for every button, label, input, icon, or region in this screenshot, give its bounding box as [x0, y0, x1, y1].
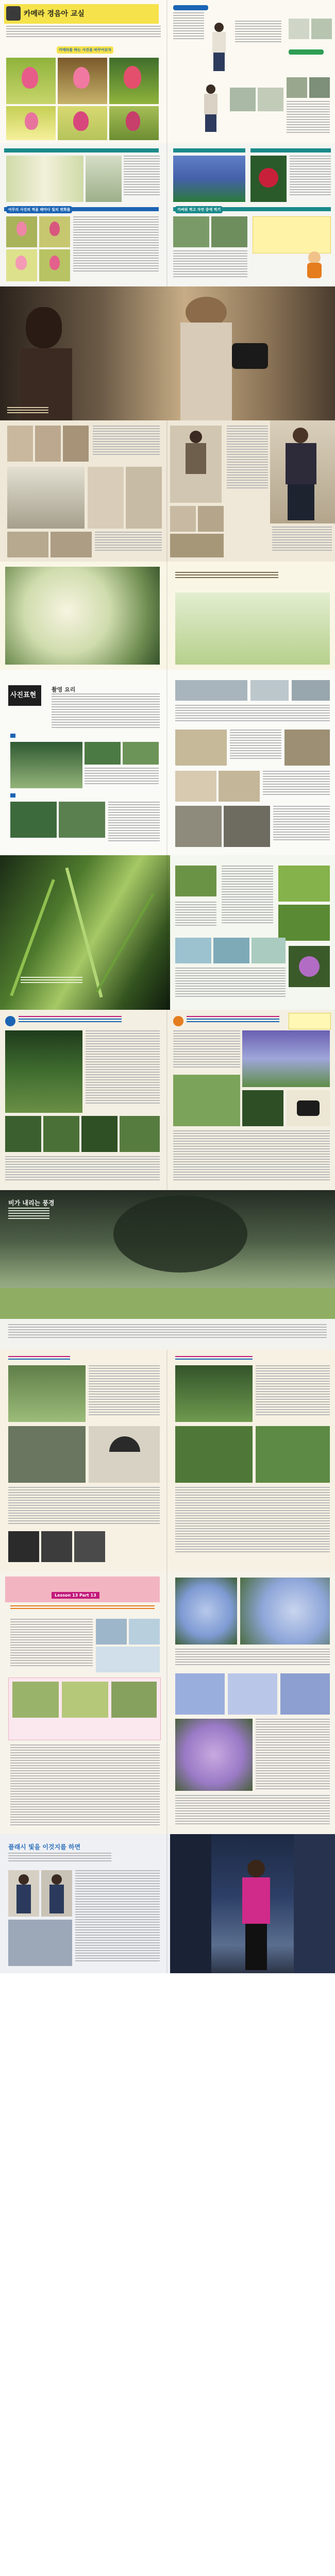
photo-garden-path — [173, 1075, 240, 1126]
gutter — [166, 562, 167, 670]
body-spread9-right — [256, 1365, 330, 1422]
remainder — [0, 1973, 335, 2576]
photo-portrait-small-8 — [170, 506, 196, 532]
photo-street-2 — [224, 806, 270, 847]
body-spread7-right-2 — [173, 1130, 330, 1185]
photo-sample-cam-3 — [96, 1647, 160, 1672]
photo-camera-gear-1 — [8, 1531, 39, 1562]
photo-lavender — [242, 1030, 330, 1087]
intro-text — [24, 18, 153, 23]
photo-woman-flash-2 — [41, 1870, 72, 1917]
gutter — [166, 420, 167, 562]
body-spread10-left-2 — [10, 1744, 160, 1827]
sub-heading: 촬영 요리 — [52, 686, 76, 693]
body-spread7-left — [86, 1030, 160, 1113]
photo-rain-grass — [8, 1365, 86, 1422]
right-body-2 — [235, 21, 281, 46]
photo-sample-5 — [287, 77, 307, 98]
portrait-caption — [7, 407, 48, 417]
photo-rain-landscape — [0, 1190, 335, 1319]
photo-dew-drop — [175, 866, 216, 896]
photo-hydrangea-purple — [175, 1719, 253, 1791]
photo-sample-3 — [230, 88, 256, 111]
photo-garden-1 — [173, 216, 209, 247]
spread-4 — [0, 562, 335, 670]
photo-portrait-small-6 — [7, 532, 48, 557]
photo-forest-2 — [5, 1116, 41, 1152]
heading-spread7-right — [187, 1016, 279, 1026]
photo-window-2 — [250, 680, 289, 701]
photo-leaf-2 — [85, 742, 121, 765]
photo-portrait-small-10 — [170, 534, 224, 557]
body-spread10-right — [175, 1649, 330, 1669]
spread-9 — [0, 1350, 335, 1571]
section-bar-right — [173, 1016, 183, 1026]
body-spread5-right-2 — [230, 730, 281, 766]
body-spread2-right — [290, 156, 331, 202]
chapter-title: 사진표현 — [10, 691, 37, 699]
photo-photographer-crouch — [270, 420, 335, 523]
photo-flower-box-1 — [12, 1682, 59, 1718]
body-spread9-left-2 — [8, 1487, 160, 1528]
photo-leaf-dew — [278, 905, 330, 941]
photo-tulip-2 — [58, 58, 107, 104]
page-title: 카메라 경음아 교실 — [24, 10, 85, 18]
section-bar-left — [5, 1016, 15, 1026]
right-body-1 — [173, 12, 204, 43]
step-badge — [173, 5, 208, 10]
photo-hydrangea-2 — [240, 1578, 330, 1645]
rain-title: 비가 내리는 풍경 — [8, 1199, 55, 1207]
photo-portrait-small-2 — [35, 426, 61, 462]
photo-flower-pink-4 — [39, 249, 70, 281]
photo-sample-6 — [309, 77, 330, 98]
photo-photographer-2 — [196, 81, 227, 133]
photo-tree-branches — [7, 467, 85, 529]
spread-2 — [0, 143, 335, 286]
photo-flower-pink-3 — [6, 249, 37, 281]
mascot-note — [289, 1013, 331, 1029]
body-spread10-right-2 — [256, 1719, 330, 1791]
photo-wet-leaves-2 — [175, 1426, 253, 1483]
photo-rain-street — [8, 1426, 86, 1483]
rain-footer — [8, 1324, 327, 1345]
photo-camera — [287, 1090, 330, 1126]
heading-blue-1 — [10, 734, 113, 738]
section-bar-left — [4, 148, 159, 152]
body-spread7-left-2 — [5, 1156, 160, 1185]
gutter — [166, 1010, 167, 1190]
photo-garden-2 — [211, 216, 247, 247]
photo-flower-box-3 — [111, 1682, 157, 1718]
body-spread3-right — [227, 426, 268, 498]
gutter — [166, 855, 167, 1010]
tip-badge — [289, 49, 324, 55]
body-spread6-right-2 — [175, 902, 216, 933]
body-spread2-left-2 — [73, 216, 159, 281]
photo-forest-1 — [5, 1030, 82, 1113]
photo-portrait-small-9 — [198, 506, 224, 532]
photo-portrait-small-3 — [63, 426, 89, 462]
spread-8 — [0, 1190, 335, 1350]
gutter — [166, 143, 167, 286]
photo-portrait-small-5 — [126, 467, 162, 529]
photo-bamboo-1 — [6, 156, 83, 202]
photo-camera-gear-3 — [74, 1531, 105, 1562]
body-spread5-bottom — [108, 802, 160, 848]
spread-10 — [0, 1571, 335, 1834]
body-spread9-right-2 — [175, 1487, 330, 1559]
photo-leaf-4 — [10, 802, 57, 838]
photo-flower-purple — [289, 946, 330, 987]
photo-spring-blossom — [5, 567, 160, 665]
photo-leaf-green — [278, 866, 330, 902]
flash-title: 플래시 빛을 이것지를 하면 — [8, 1843, 81, 1851]
photo-window-1 — [175, 680, 247, 701]
photo-hydrangea-3 — [175, 1673, 225, 1715]
photo-hydrangea-blue — [175, 1578, 237, 1645]
lesson-heading — [10, 1605, 155, 1616]
photo-water-drop-2 — [213, 938, 249, 963]
photo-leaf-5 — [59, 802, 105, 838]
body-spread3-right-2 — [272, 527, 332, 557]
spread-1 — [0, 0, 335, 143]
body-spread5-right-top — [175, 705, 330, 725]
body-spread5-right-3 — [263, 771, 330, 802]
body-spread10-left — [10, 1619, 93, 1670]
spread-3 — [0, 286, 335, 562]
photo-forest-5 — [120, 1116, 160, 1152]
photo-forest-3 — [43, 1116, 79, 1152]
photo-hydrangea-5 — [280, 1673, 330, 1715]
heading-spread9-right — [175, 1356, 253, 1361]
body-spread5-right-4 — [273, 806, 330, 847]
photo-water-drop-3 — [252, 938, 286, 963]
photo-water-drop-1 — [175, 938, 211, 963]
photo-sample-cam-2 — [129, 1619, 160, 1645]
photo-tulip-1 — [6, 58, 56, 104]
body-spread5-mid — [85, 768, 159, 788]
photo-shrub — [242, 1090, 283, 1126]
photo-street-1 — [175, 806, 222, 847]
body-spread2-left — [124, 156, 160, 202]
subtitle-badge: 카메라를 하는 사진을 바꾸어보자 — [57, 46, 113, 54]
body-spread7-right — [173, 1030, 240, 1072]
photo-red-flower — [250, 156, 287, 202]
heading-spread9-left — [8, 1356, 70, 1361]
photo-woman-flash-1 — [8, 1870, 39, 1917]
quote-text — [175, 572, 278, 587]
photo-sample-cam-1 — [96, 1619, 127, 1645]
photo-forest-4 — [81, 1116, 118, 1152]
body-spread3-left — [93, 426, 160, 462]
photo-portrait-small-4 — [88, 467, 124, 529]
lesson-icon — [6, 6, 21, 21]
body-spread9-left — [89, 1365, 160, 1422]
photo-sample-4 — [258, 88, 283, 111]
spread-11 — [0, 1834, 335, 1973]
photo-leaf-1 — [10, 742, 82, 788]
section-bar-right-2 — [250, 148, 331, 152]
photo-wet-leaves-3 — [256, 1426, 330, 1483]
body-spread5-top — [52, 693, 160, 730]
heading-spread7-left — [19, 1016, 122, 1026]
photo-portrait-window — [175, 771, 216, 802]
body-spread11-left — [75, 1870, 160, 1963]
body-spread3-left-2 — [95, 532, 162, 557]
photo-photographer-1 — [206, 21, 232, 72]
photo-flash-sample — [8, 1920, 72, 1966]
photo-bluebells — [173, 156, 245, 202]
photo-umbrella — [89, 1426, 160, 1483]
photo-portrait-small-1 — [7, 426, 33, 462]
rain-caption — [8, 1208, 49, 1228]
photo-portrait-couple — [0, 286, 335, 420]
photo-woman-city — [170, 1834, 335, 1973]
photo-camera-gear-2 — [41, 1531, 72, 1562]
photo-leaf-3 — [123, 742, 159, 765]
tip-box — [253, 216, 331, 253]
mascot-icon — [304, 251, 325, 279]
spread-5 — [0, 670, 335, 855]
photo-spring-right — [175, 592, 330, 665]
heading-left: 아무리 사진의 찍을 때마다 빛의 변화를 — [6, 206, 72, 213]
grass-caption — [21, 977, 82, 987]
gutter — [166, 1350, 167, 1571]
body-spread2-right-2 — [173, 250, 247, 281]
intro-body — [6, 26, 161, 41]
body-spread6-right-3 — [175, 968, 286, 1004]
photo-window-3 — [292, 680, 330, 701]
photo-wet-leaves — [175, 1365, 253, 1422]
spread-7 — [0, 1010, 335, 1190]
photo-sample-1 — [289, 19, 309, 39]
photo-flower-pink-1 — [6, 216, 37, 247]
photo-portrait-small-7 — [51, 532, 92, 557]
gutter — [166, 1834, 167, 1973]
gutter — [166, 1571, 167, 1834]
body-spread6-right — [222, 866, 273, 933]
photo-bamboo-2 — [86, 156, 122, 202]
right-body-3 — [287, 101, 330, 137]
heading-blue-2 — [10, 793, 113, 798]
photo-room-2 — [284, 730, 330, 766]
section-bar-right — [173, 148, 245, 152]
photo-flower-box-2 — [62, 1682, 108, 1718]
spread-6 — [0, 855, 335, 1010]
gutter — [166, 0, 167, 143]
photo-room-1 — [175, 730, 227, 766]
flash-intro — [8, 1853, 111, 1865]
photo-tulip-3 — [109, 58, 159, 104]
body-spread10-right-3 — [175, 1795, 330, 1826]
photo-tulip-6 — [109, 106, 159, 140]
lesson-ribbon: Lesson 13 Part 13 — [52, 1592, 99, 1599]
photo-hydrangea-4 — [228, 1673, 277, 1715]
photo-tulip-4 — [6, 106, 56, 140]
heading-right: 가벼워 찍고 자연 중에 찍기 — [175, 206, 223, 213]
photo-tulip-5 — [58, 106, 107, 140]
photo-photographer-3 — [170, 426, 222, 503]
photo-flower-pink-2 — [39, 216, 70, 247]
photo-portrait-window-2 — [219, 771, 260, 802]
photo-sample-2 — [311, 19, 332, 39]
gutter — [166, 670, 167, 855]
